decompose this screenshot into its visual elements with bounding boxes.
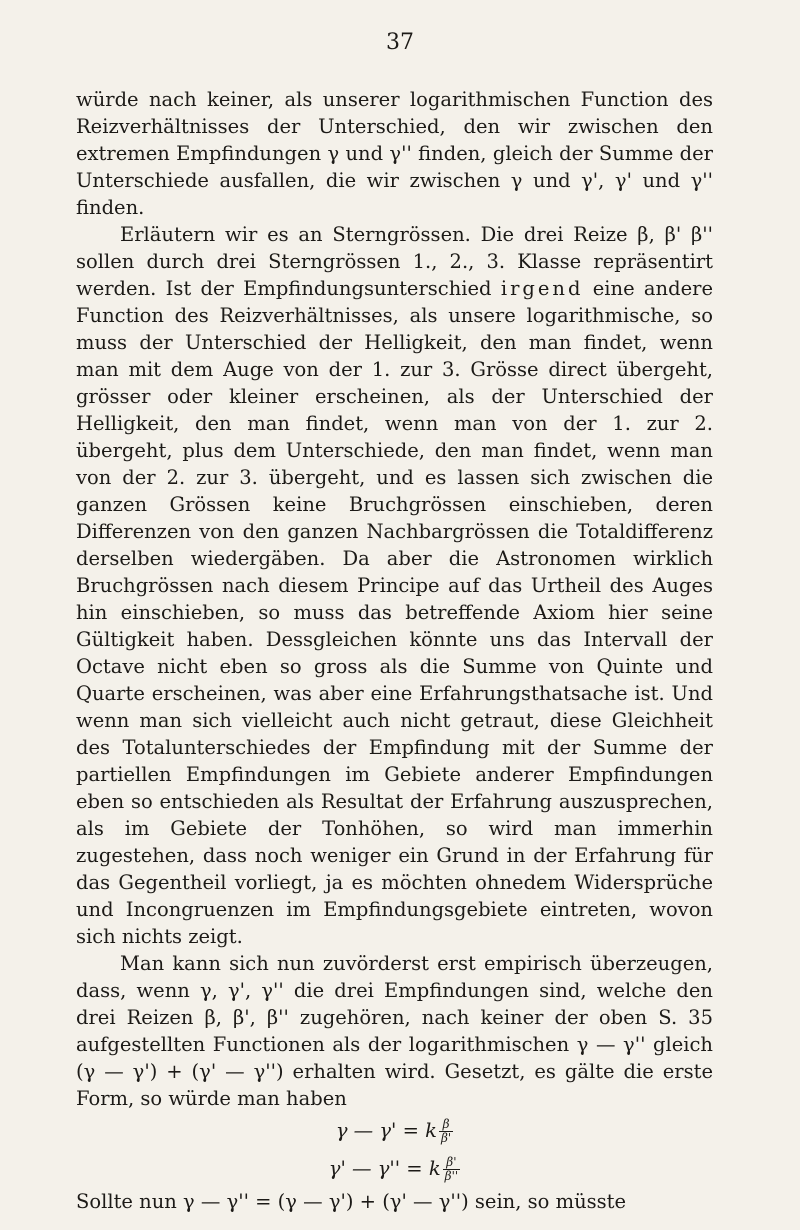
paragraph-2-start: Erläutern wir es an Sterngrössen. Die drei Reize β, β' β'' sollen durch drei Sterngrössen 1., 2., 3. Klasse repräsentirt werden. Ist der Empfindungsunterschied [76, 223, 713, 300]
last-line: Sollte nun γ — γ'' = (γ — γ') + (γ' — γ'') sein, so müsste [76, 1190, 627, 1213]
formula-2-denominator: β'' [444, 1169, 459, 1183]
page-body [76, 86, 713, 1215]
formula-2-lhs: γ' — γ'' = k [328, 1157, 441, 1180]
formula-2-numerator: β' [443, 1156, 461, 1170]
page-number: 37 [386, 30, 414, 55]
formula-1-fraction [439, 1118, 453, 1145]
paragraph-2-rest: eine andere Function des Reizverhältnisses, als unsere logarithmische, so muss der Unterschied der Helligkeit, den man findet, wenn man mit dem Auge von der 1. zur 3. Grösse direct übergeht, grösser oder kleiner erscheinen, als der Unterschied der Helligkeit, den man findet, wenn man von der 1. zur 2. übergeht, plus dem Unterschiede, den man findet, wenn man von der 2. zur 3. übergeht, und es lassen sich zwischen die ganzen Grössen keine Bruchgrössen einschieben, deren Differenzen von den ganzen Nachbargrössen die Totaldifferenz derselben wiedergäben. Da aber die Astronomen wirklich Bruchgrössen nach diesem Principe auf das Urtheil des Auges hin einschieben, so muss das betreffende Axiom hier seine Gültigkeit haben. Dessgleichen könnte uns das Intervall der Octave nicht eben so gross als die Summe von Quinte und Quarte erscheinen, was aber eine Erfahrungsthatsache ist. Und wenn man sich vielleicht auch nicht getraut, diese Gleichheit des Totalunterschiedes der Empfindung mit der Summe der partiellen Empfindungen im Gebiete anderer Empfindungen eben so entschieden als Resultat der Erfahrung auszusprechen, als im Gebiete der Tonhöhen, so wird man immerhin zugestehen, dass noch weniger ein Grund in der Erfahrung für das Gegentheil vorliegt, ja es möchten ohnedem Widersprüche und Incongruenzen im Empfindungsgebiete eintreten, wovon sich nichts zeigt. [76, 277, 713, 948]
paragraph-2 [76, 221, 713, 950]
formula-2 [76, 1150, 713, 1188]
formula-2-fraction [443, 1156, 461, 1183]
formula-1-denominator: β' [440, 1131, 452, 1145]
paragraph-3: Man kann sich nun zuvörderst erst empirisch überzeugen, dass, wenn γ, γ', γ'' die drei Empfindungen sind, welche den drei Reizen β, β', β'' zugehören, nach keiner der oben S. 35 aufgestellten Functionen als der logarithmischen γ — γ'' gleich (γ — γ') + (γ' — γ'') erhalten wird. Gesetzt, es gälte die erste Form, so würde man haben [76, 952, 713, 1110]
formula-1 [76, 1112, 713, 1150]
formula-1-lhs: γ — γ' = k [335, 1119, 437, 1142]
formula-1-numerator: β [439, 1118, 453, 1132]
paragraph-1: würde nach keiner, als unserer logarithmischen Function des Reizverhältnisses der Unterschied, den wir zwischen den extremen Empfindungen γ und γ'' finden, gleich der Summe der Unterschiede ausfallen, die wir zwischen γ und γ', γ' und γ'' finden. [76, 88, 713, 219]
emphasis-irgend: irgend [500, 277, 584, 300]
